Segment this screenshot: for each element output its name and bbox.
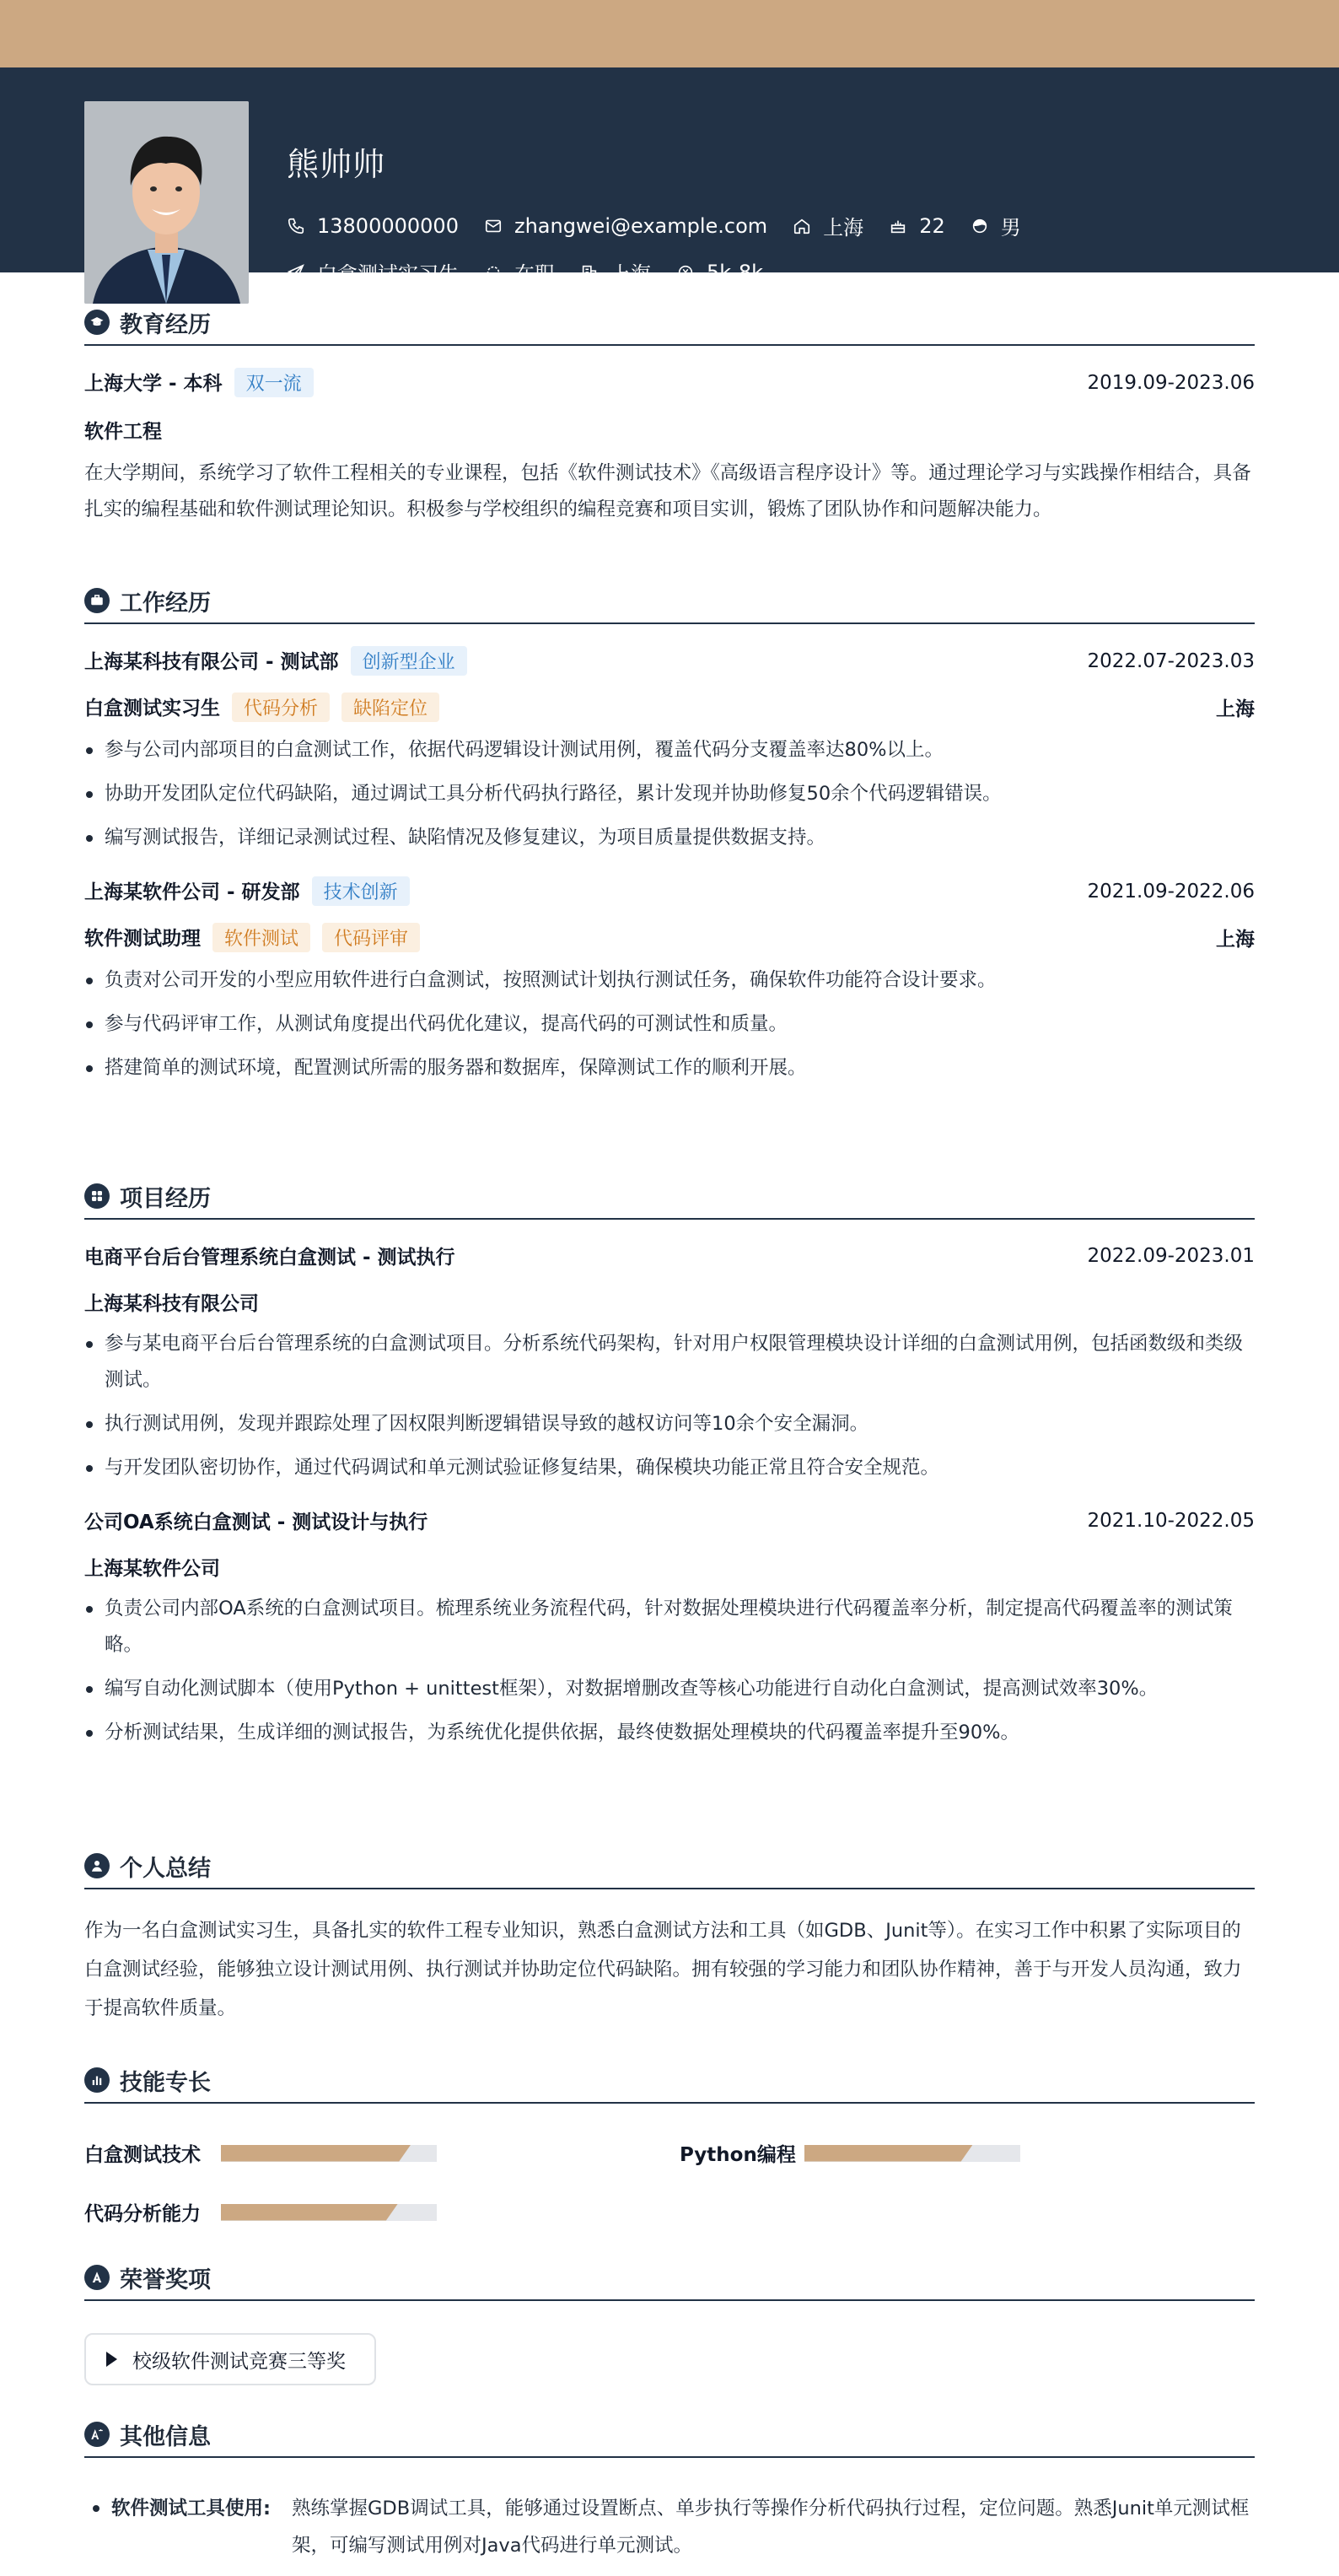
work-bullet: 负责对公司开发的小型应用软件进行白盒测试，按照测试计划执行测试任务，确保软件功能符合设计要求。 [84, 962, 1255, 999]
skill-item [84, 2139, 437, 2167]
work-period: 2021.09-2022.06 [1087, 880, 1255, 903]
portrait-image [84, 101, 249, 304]
email-item [484, 214, 767, 238]
company-name: 上海某软件公司 - 研发部 [84, 881, 300, 903]
projects-section [84, 1179, 1255, 1751]
project-bullet: 参与某电商平台后台管理系统的白盒测试项目。分析系统代码架构，针对用户权限管理模块设计详细的白盒测试用例，包括函数级和类级测试。 [84, 1326, 1255, 1398]
section-divider [84, 622, 1255, 624]
skill-bar [221, 2145, 437, 2162]
contact-row [287, 211, 1046, 240]
section-divider [84, 1218, 1255, 1220]
phone-item [287, 214, 459, 238]
skill-bar [804, 2145, 1020, 2162]
award-text: 校级软件测试竞赛三等奖 [132, 2350, 346, 2373]
work-bullet: 编写测试报告，详细记录测试过程、缺陷情况及修复建议，为项目质量提供数据支持。 [84, 820, 1255, 856]
section-divider [84, 2456, 1255, 2458]
work-period: 2022.07-2023.03 [1087, 649, 1255, 672]
role-tag: 软件测试 [212, 923, 310, 952]
job-intent-row [287, 257, 788, 287]
skill-bar-fill [221, 2145, 411, 2162]
phone-icon [287, 217, 305, 235]
school-tag: 双一流 [234, 368, 314, 397]
mail-icon [484, 217, 503, 235]
skill-bar-fill [804, 2145, 973, 2162]
gender-text: 男 [1000, 216, 1021, 240]
education-section [84, 305, 1255, 528]
company-name: 上海某科技有限公司 - 测试部 [84, 651, 339, 673]
other-info-key: 软件测试工具使用: [111, 2498, 271, 2519]
salary-text: 5k-8k [707, 260, 763, 284]
work-section [84, 584, 1255, 1086]
project-name: 公司OA系统白盒测试 - 测试设计与执行 [84, 1512, 428, 1533]
summary-section [84, 1849, 1255, 2028]
work-bullet: 参与代码评审工作，从测试角度提出代码优化建议，提高代码的可测试性和质量。 [84, 1006, 1255, 1043]
section-title: 荣誉奖项 [120, 2266, 211, 2293]
work-city: 上海 [1216, 929, 1255, 951]
target-city-item [580, 257, 651, 287]
major: 软件工程 [84, 421, 162, 443]
project-bullet: 负责公司内部OA系统的白盒测试项目。梳理系统业务流程代码，针对数据处理模块进行代码覆盖率分析，制定提高代码覆盖率的测试策略。 [84, 1591, 1255, 1663]
translate-icon [84, 2422, 110, 2447]
home-icon [793, 217, 811, 235]
job-role: 软件测试助理 [84, 928, 201, 950]
candidate-name: 熊帅帅 [287, 146, 386, 183]
avatar [84, 101, 249, 304]
section-title: 其他信息 [120, 2423, 211, 2450]
target-role-text: 白盒测试实习生 [317, 262, 459, 286]
section-divider [84, 2102, 1255, 2104]
bar-chart-icon [84, 2067, 110, 2093]
skill-item [84, 2198, 437, 2226]
work-bullet: 参与公司内部项目的白盒测试工作，依据代码逻辑设计测试用例，覆盖代码分支覆盖率达80%以上。 [84, 732, 1255, 768]
work-item [84, 876, 1255, 1086]
target-role-item [287, 257, 459, 287]
graduation-cap-icon [84, 310, 110, 335]
other-info-value: 熟练掌握GDB调试工具，能够通过设置断点、单步执行等操作分析代码执行过程，定位问题。熟悉Junit单元测试框架，可编写测试用例对Java代码进行单元测试。 [292, 2498, 1250, 2557]
salary-item [676, 261, 763, 284]
education-period: 2019.09-2023.06 [1087, 371, 1255, 394]
status-text: 在职 [514, 262, 555, 286]
location-text: 上海 [823, 216, 864, 240]
briefcase-icon [84, 588, 110, 613]
location-item [793, 211, 863, 240]
email-text: zhangwei@example.com [514, 213, 768, 238]
age-item [889, 214, 945, 238]
project-period: 2021.10-2022.05 [1087, 1509, 1255, 1532]
phone-text: 13800000000 [317, 213, 459, 238]
target-city-text: 上海 [610, 262, 651, 286]
section-title: 项目经历 [120, 1185, 211, 1212]
project-org: 上海某软件公司 [84, 1558, 220, 1580]
company-tag: 创新型企业 [351, 646, 467, 676]
section-divider [84, 2299, 1255, 2301]
project-item [84, 1506, 1255, 1751]
job-role: 白盒测试实习生 [84, 698, 220, 719]
work-city: 上海 [1216, 698, 1255, 720]
role-tag: 缺陷定位 [341, 693, 439, 722]
accent-strip [0, 0, 1339, 67]
section-title: 技能专长 [120, 2069, 211, 2096]
skill-name: 白盒测试技术 [84, 2144, 201, 2166]
project-bullet: 编写自动化测试脚本（使用Python + unittest框架），对数据增删改查等核心功能进行自动化白盒测试，提高测试效率30%。 [84, 1671, 1255, 1707]
skills-section [84, 2063, 1255, 2104]
project-period: 2022.09-2023.01 [1087, 1244, 1255, 1267]
skill-item [680, 2139, 1020, 2167]
section-title: 个人总结 [120, 1855, 211, 1882]
section-title: 教育经历 [120, 311, 211, 338]
school-name: 上海大学 - 本科 [84, 373, 223, 395]
gender-icon [971, 217, 989, 235]
awards-section [84, 2261, 1255, 2301]
section-divider [84, 344, 1255, 346]
role-tag: 代码评审 [322, 923, 420, 952]
currency-icon [676, 263, 695, 282]
award-item[interactable] [84, 2333, 376, 2385]
project-org: 上海某科技有限公司 [84, 1293, 259, 1315]
user-icon [84, 1853, 110, 1878]
play-icon [106, 2352, 117, 2367]
summary-text: 作为一名白盒测试实习生，具备扎实的软件工程专业知识，熟悉白盒测试方法和工具（如GDB、Junit等）。在实习工作中积累了实际项目的白盒测试经验，能够独立设计测试用例、执行测试并协助定位代码缺陷。拥有较强的学习能力和团队协作精神，善于与开发人员沟通，致力于提高软件质量。 [84, 1920, 1242, 2019]
work-bullet: 搭建简单的测试环境，配置测试所需的服务器和数据库，保障测试工作的顺利开展。 [84, 1050, 1255, 1086]
work-bullet: 协助开发团队定位代码缺陷，通过调试工具分析代码执行路径，累计发现并协助修复50余个代码逻辑错误。 [84, 776, 1255, 812]
project-item [84, 1242, 1255, 1486]
project-bullet: 与开发团队密切协作，通过代码调试和单元测试验证修复结果，确保模块功能正常且符合安全规范。 [84, 1450, 1255, 1486]
gender-item [971, 211, 1021, 240]
section-title: 工作经历 [120, 590, 211, 617]
grid-icon [84, 1183, 110, 1209]
skill-name: Python编程 [680, 2144, 796, 2166]
skill-name: 代码分析能力 [84, 2203, 201, 2225]
role-tag: 代码分析 [232, 693, 330, 722]
skill-bar-fill [221, 2204, 398, 2221]
project-bullet: 执行测试用例，发现并跟踪处理了因权限判断逻辑错误导致的越权访问等10余个安全漏洞。 [84, 1406, 1255, 1442]
section-divider [84, 1888, 1255, 1889]
building-icon [580, 263, 599, 282]
cake-icon [889, 217, 907, 235]
school-name-wrap [84, 368, 314, 397]
award-icon [84, 2265, 110, 2290]
send-icon [287, 263, 305, 282]
skill-bar [221, 2204, 437, 2221]
resume-header [0, 67, 1339, 286]
project-name: 电商平台后台管理系统白盒测试 - 测试执行 [84, 1247, 455, 1269]
bullet-dot [93, 2505, 99, 2512]
other-section [84, 2417, 1255, 2458]
age-text: 22 [919, 213, 945, 238]
work-item [84, 646, 1255, 856]
status-icon [484, 263, 503, 282]
education-description: 在大学期间，系统学习了软件工程相关的专业课程，包括《软件测试技术》《高级语言程序设计》等。通过理论学习与实践操作相结合，具备扎实的编程基础和软件测试理论知识。积极参与学校组织的编程竞赛和项目实训，锻炼了团队协作和问题解决能力。 [84, 462, 1251, 520]
company-tag: 技术创新 [312, 876, 410, 906]
project-bullet: 分析测试结果，生成详细的测试报告，为系统优化提供依据，最终使数据处理模块的代码覆盖率提升至90%。 [84, 1715, 1255, 1751]
status-item [484, 257, 555, 287]
